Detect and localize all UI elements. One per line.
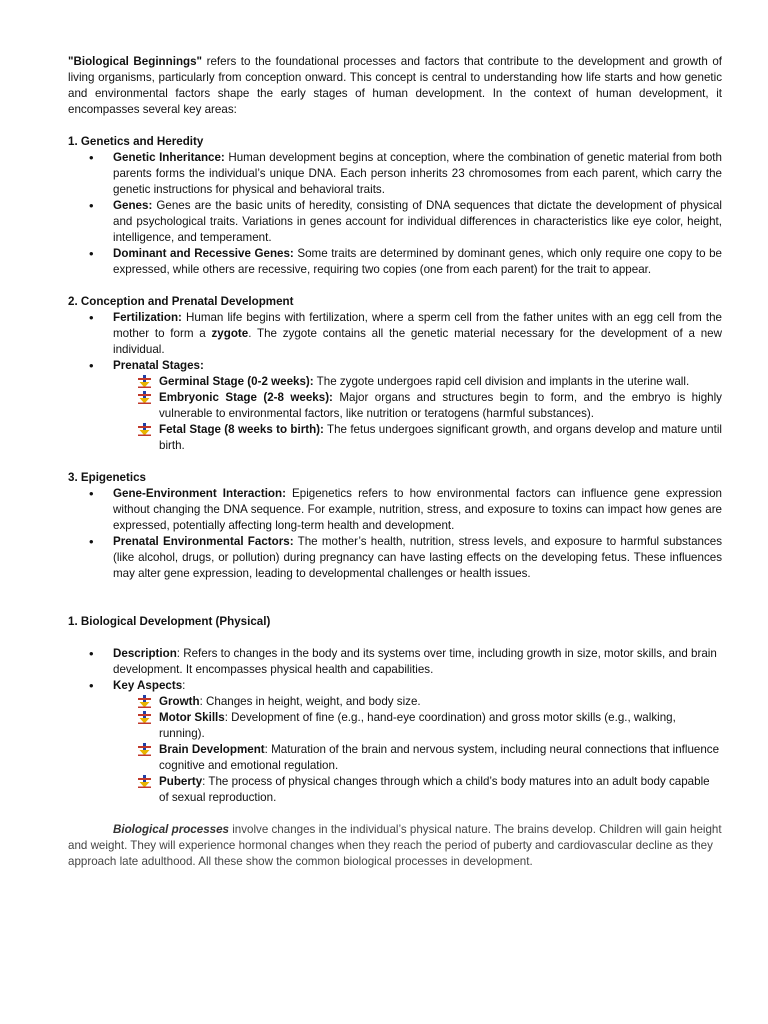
intro-term: "Biological Beginnings" — [68, 55, 203, 68]
sub-list-item — [68, 422, 722, 454]
item-text: : — [182, 679, 186, 692]
item-text: Some traits are determined by dominant genes, which only require one copy to be expressed, while others are recessive, requiring two copies (one from each parent) for the trait to appear. — [113, 247, 722, 276]
closing-term: Biological processes — [113, 823, 229, 836]
epigenetics-list — [68, 486, 722, 582]
list-item — [68, 358, 722, 454]
item-term: Puberty — [159, 775, 203, 788]
list-item — [68, 150, 722, 198]
arrow-bullet-icon — [138, 743, 151, 756]
biological-development-list — [68, 646, 722, 806]
arrow-bullet-icon — [138, 695, 151, 708]
genetics-list — [68, 150, 722, 278]
item-term: Embryonic Stage (2-8 weeks): — [159, 391, 333, 404]
item-term: Fetal Stage (8 weeks to birth): — [159, 423, 324, 436]
sub-list-item — [68, 390, 722, 422]
arrow-bullet-icon — [138, 711, 151, 724]
item-text: The zygote undergoes rapid cell division and implants in the uterine wall. — [313, 375, 690, 388]
item-text: : Development of fine (e.g., hand-eye coordination) and gross motor skills (e.g., walking, running). — [159, 711, 676, 740]
item-text: Major organs and structures begin to form, and the embryo is highly vulnerable to environmental factors, like nutrition or teratogens (harmful substances). — [159, 391, 722, 420]
item-text: : Changes in height, weight, and body size. — [199, 695, 421, 708]
intro-text: refers to the foundational processes and factors that contribute to the development and growth of living organisms, particularly from conception onward. This concept is central to understanding how life starts and how genetic and environmental factors shape the early stages of human development. In the context of human development, it encompasses several key areas: — [68, 55, 722, 116]
item-text: The fetus undergoes significant growth, and organs develop and mature until birth. — [159, 423, 722, 452]
list-item — [68, 646, 722, 678]
list-item — [68, 198, 722, 246]
sub-list-item — [68, 774, 722, 806]
closing-paragraph — [68, 822, 722, 870]
sub-list-item — [68, 742, 722, 774]
item-term: Prenatal Stages: — [113, 359, 204, 372]
section-title-epigenetics: 3. Epigenetics — [68, 471, 146, 484]
item-term: Key Aspects — [113, 679, 183, 692]
closing-text: involve changes in the individual’s physical nature. The brains develop. Children will gain height and weight. They will experience hormonal changes when they reach the period of puberty and cardiovascular decline as they approach late adulthood. All these show the common biological processes in development. — [68, 823, 722, 868]
key-aspects-list — [68, 694, 722, 806]
item-term: Growth — [159, 695, 200, 708]
section-title-conception: 2. Conception and Prenatal Development — [68, 295, 294, 308]
list-item — [68, 678, 722, 806]
item-text: . The zygote contains all the genetic material necessary for the development of a new individual. — [113, 327, 722, 356]
section-title-genetics: 1. Genetics and Heredity — [68, 135, 204, 148]
conception-list — [68, 310, 722, 454]
item-term: Brain Development — [159, 743, 265, 756]
zygote-term: zygote — [211, 327, 249, 340]
sub-list-item — [68, 374, 722, 390]
list-item — [68, 534, 722, 582]
prenatal-stages-list — [68, 374, 722, 454]
arrow-bullet-icon — [138, 423, 151, 436]
item-term: Fertilization: — [113, 311, 182, 324]
item-text: : Maturation of the brain and nervous system, including neural connections that influence cognitive and emotional regulation. — [159, 743, 720, 772]
item-term: Germinal Stage (0-2 weeks): — [159, 375, 314, 388]
item-text: Human life begins with fertilization, where a sperm cell from the father unites with an egg cell from the mother to form a — [113, 311, 722, 340]
arrow-bullet-icon — [138, 375, 151, 388]
item-term: Gene-Environment Interaction: — [113, 487, 286, 500]
list-item — [68, 246, 722, 278]
list-item — [68, 486, 722, 534]
list-item — [68, 310, 722, 358]
item-text: : The process of physical changes through which a child’s body matures into an adult body capable of sexual reproduction. — [159, 775, 710, 804]
item-term: Genes: — [113, 199, 153, 212]
item-term: Motor Skills — [159, 711, 225, 724]
item-text: Epigenetics refers to how environmental factors can influence gene expression without changing the DNA sequence. For example, nutrition, stress, and exposure to toxins can impact how genes are expressed, potentially affecting long-term health and development. — [113, 487, 722, 532]
section-title-biological-development: 1. Biological Development (Physical) — [68, 615, 271, 628]
arrow-bullet-icon — [138, 775, 151, 788]
item-term: Description — [113, 647, 177, 660]
item-text: The mother’s health, nutrition, stress levels, and exposure to harmful substances (like alcohol, drugs, or pollution) during pregnancy can have lasting effects on the developing fetus. These influences may alter gene expression, leading to developmental challenges or health issues. — [113, 535, 723, 580]
arrow-bullet-icon — [138, 391, 151, 404]
sub-list-item — [68, 710, 722, 742]
intro-paragraph — [68, 54, 722, 118]
item-term: Prenatal Environmental Factors: — [113, 535, 294, 548]
item-text: Genes are the basic units of heredity, consisting of DNA sequences that dictate the development of physical and psychological traits. Variations in genes account for individual differences in characteristics like eye color, height, intelligence, and temperament. — [113, 199, 722, 244]
item-term: Genetic Inheritance: — [113, 151, 225, 164]
item-text: : Refers to changes in the body and its systems over time, including growth in size, motor skills, and brain development. It encompasses physical health and capabilities. — [113, 647, 717, 676]
item-text: Human development begins at conception, where the combination of genetic material from both parents forms the individual’s unique DNA. Each person inherits 23 chromosomes from each parent, which carry the genetic instructions for physical and behavioral traits. — [113, 151, 722, 196]
item-term: Dominant and Recessive Genes: — [113, 247, 294, 260]
sub-list-item — [68, 694, 722, 710]
